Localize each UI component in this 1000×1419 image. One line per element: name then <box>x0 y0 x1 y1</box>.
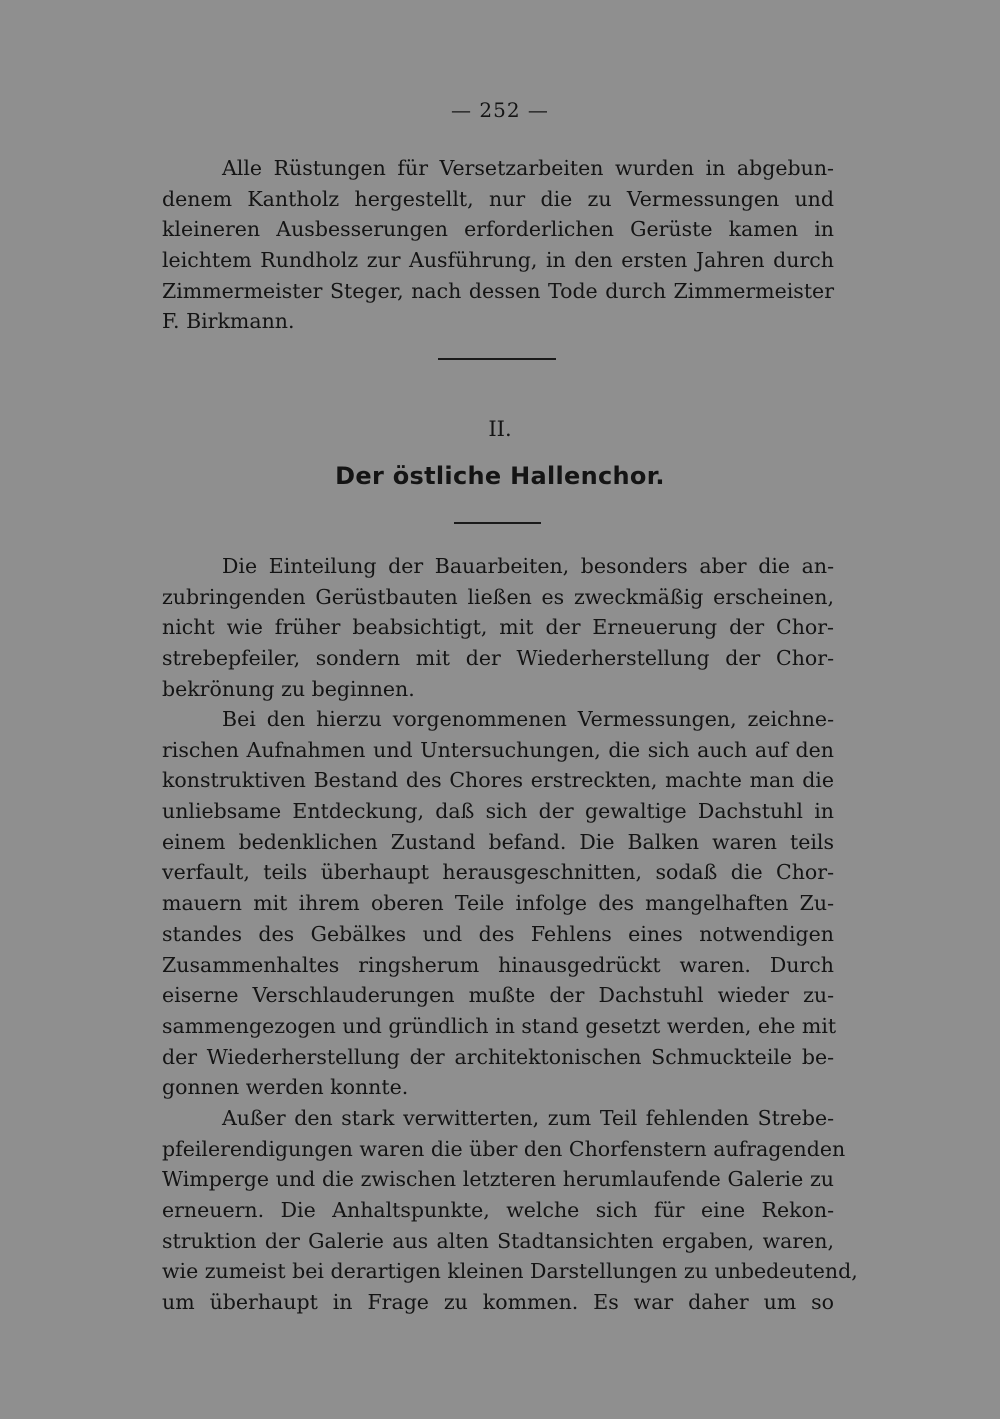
text-line: Alle Rüstungen für Versetzarbeiten wurden in abgebun- <box>222 156 834 180</box>
text-line: F. Birkmann. <box>162 309 295 334</box>
intro-paragraph <box>162 153 834 337</box>
text-line: bekrönung zu beginnen. <box>162 676 415 701</box>
divider-rule <box>438 358 556 360</box>
section-numeral: II. <box>488 417 512 441</box>
text-line: standes des Gebälkes und des Fehlens eines notwendigen <box>162 921 834 946</box>
body-paragraph <box>162 1103 858 1318</box>
text-line: einem bedenklichen Zustand befand. Die Balken waren teils <box>162 829 834 854</box>
text-line: struktion der Galerie aus alten Stadtansichten ergaben, waren, <box>162 1228 834 1253</box>
text-line: eiserne Verschlauderungen mußte der Dachstuhl wieder zu- <box>162 983 834 1008</box>
text-line: kleineren Ausbesserungen erforderlichen Gerüste kamen in <box>162 217 834 242</box>
text-line: Bei den hierzu vorgenommenen Vermessungen, zeichne- <box>222 707 834 731</box>
text-line: nicht wie früher beabsichtigt, mit der Erneuerung der Chor- <box>162 615 834 640</box>
text-line: wie zumeist bei derartigen kleinen Darstellungen zu unbedeutend, <box>162 1259 858 1284</box>
divider-rule <box>454 522 541 524</box>
text-line: Wimperge und die zwischen letzteren herumlaufende Galerie zu <box>162 1167 834 1192</box>
text-line: der Wiederherstellung der architektonischen Schmuckteile be- <box>162 1044 834 1069</box>
text-line: unliebsame Entdeckung, daß sich der gewaltige Dachstuhl in <box>162 799 834 824</box>
text-line: Außer den stark verwitterten, zum Teil fehlenden Strebe- <box>222 1106 834 1130</box>
text-line: mauern mit ihrem oberen Teile infolge des mangelhaften Zu- <box>162 891 834 916</box>
text-line: denem Kantholz hergestellt, nur die zu Vermessungen und <box>162 186 834 211</box>
text-line: gonnen werden konnte. <box>162 1075 409 1100</box>
text-line: Die Einteilung der Bauarbeiten, besonders aber die an- <box>222 554 834 578</box>
text-line: strebepfeiler, sondern mit der Wiederherstellung der Chor- <box>162 646 834 671</box>
text-line: verfault, teils überhaupt herausgeschnitten, sodaß die Chor- <box>162 860 834 885</box>
text-line: Zusammenhaltes ringsherum hinausgedrückt waren. Durch <box>162 952 834 977</box>
page-number: — 252 — <box>451 98 549 122</box>
text-line: Zimmermeister Steger, nach dessen Tode durch Zimmermeister <box>162 278 834 303</box>
body-paragraph <box>162 704 837 1103</box>
text-line: konstruktiven Bestand des Chores erstreckten, machte man die <box>162 768 834 793</box>
body-paragraph <box>162 551 834 704</box>
text-line: um überhaupt in Frage zu kommen. Es war daher um so <box>162 1290 834 1315</box>
text-line: pfeilerendigungen waren die über den Chorfenstern aufragenden <box>162 1136 846 1161</box>
text-line: erneuern. Die Anhaltspunkte, welche sich für eine Rekon- <box>162 1198 834 1223</box>
text-line: zubringenden Gerüstbauten ließen es zweckmäßig erscheinen, <box>162 584 834 609</box>
text-line: leichtem Rundholz zur Ausführung, in den ersten Jahren durch <box>162 248 834 273</box>
text-line: sammengezogen und gründlich in stand gesetzt werden, ehe mit <box>162 1013 837 1038</box>
section-title: Der östliche Hallenchor. <box>335 462 665 490</box>
text-line: rischen Aufnahmen und Untersuchungen, die sich auch auf den <box>162 737 834 762</box>
